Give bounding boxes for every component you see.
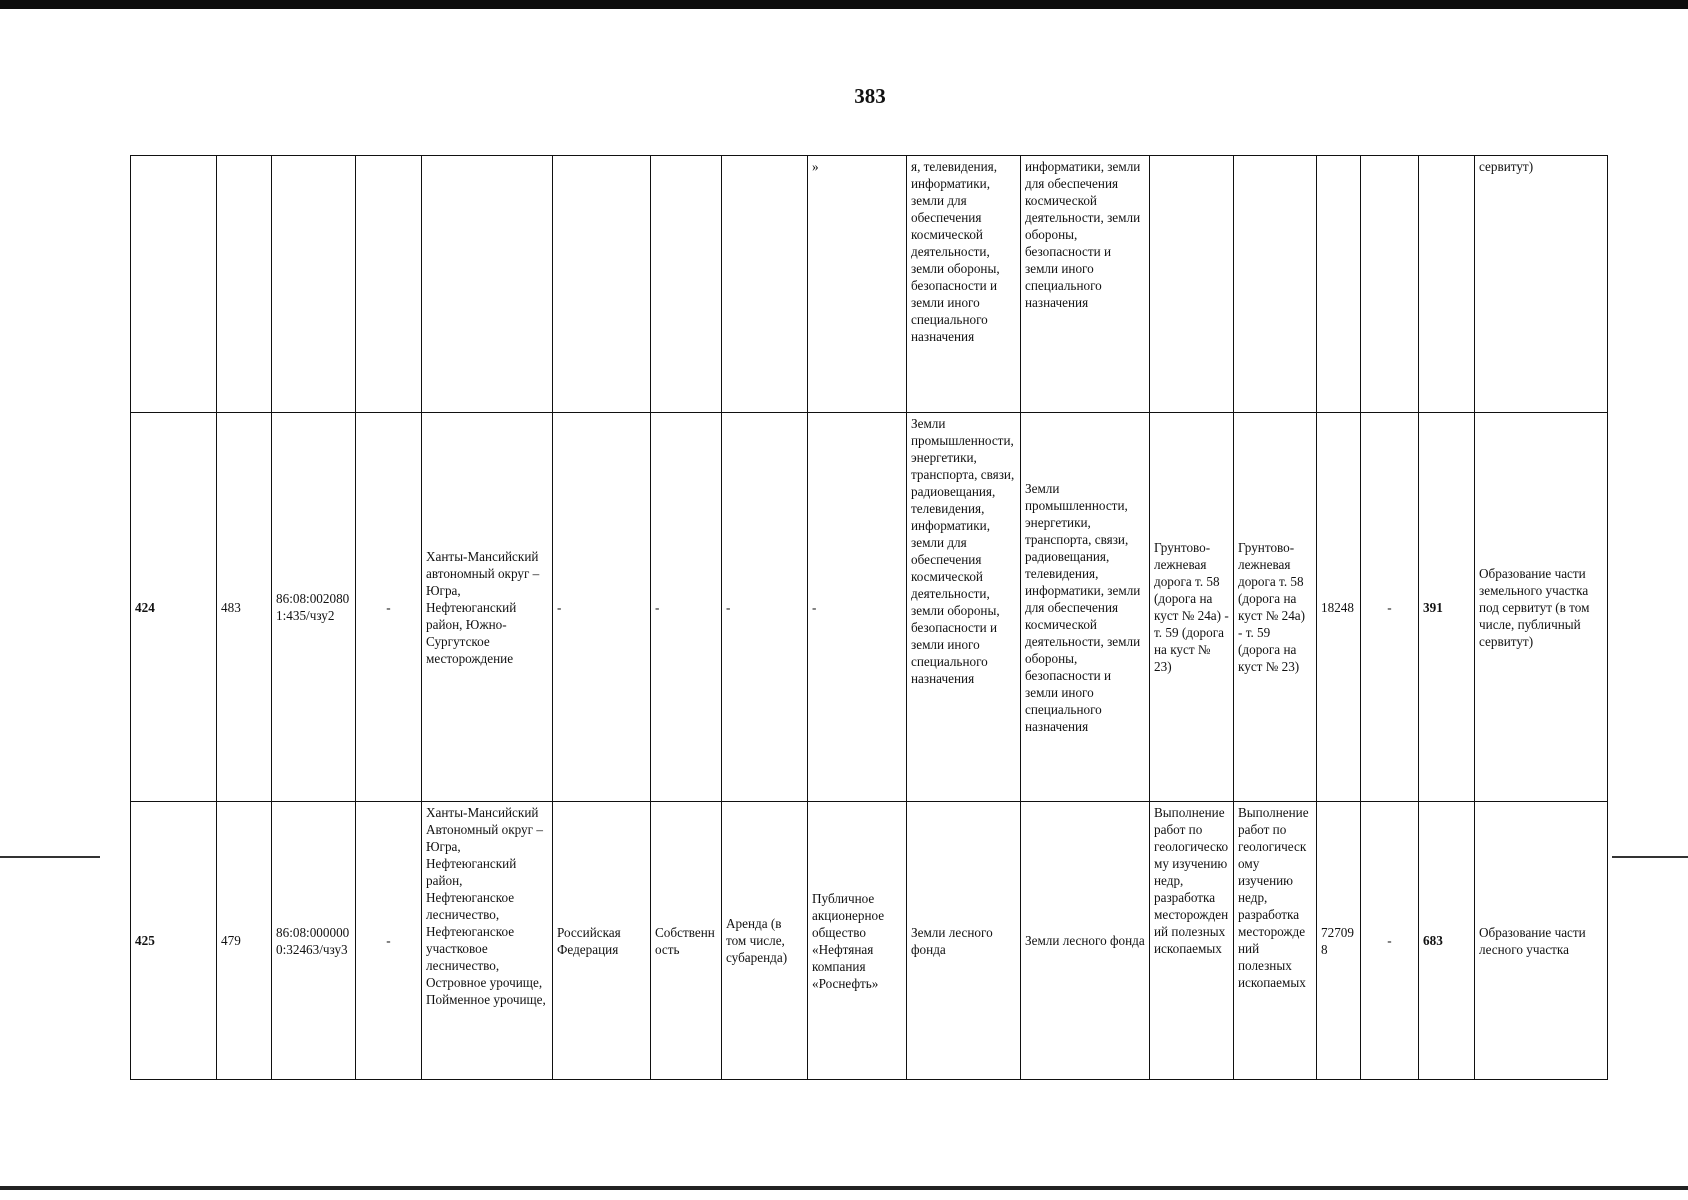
table-cell [272,156,356,413]
table-cell: - [1361,413,1419,802]
table-cell [217,156,272,413]
table-cell: 483 [217,413,272,802]
purpose-cell: Образование части лесного участка [1475,802,1608,1080]
table-cell [553,156,651,413]
table-cell [422,156,553,413]
table-cell: 683 [1419,802,1475,1080]
table-cell: - [722,413,808,802]
table-cell [1317,156,1361,413]
permitted-use-cell: Грунтово-лежневая дорога т. 58 (дорога на куст № 24а) - т. 59 (дорога на куст № 23) [1234,413,1317,802]
table-cell [1419,156,1475,413]
page-number: 383 [854,84,886,108]
permitted-use-cell: Грунтово-лежневая дорога т. 58 (дорога на куст № 24а) - т. 59 (дорога на куст № 23) [1150,413,1234,802]
cadastral-number-cell: 86:08:0000000:32463/чзу3 [272,802,356,1080]
table-row [131,156,1608,413]
table-cell: » [808,156,907,413]
cadastral-number-cell: 86:08:0020801:435/чзу2 [272,413,356,802]
table-cell [1234,156,1317,413]
table-cell: информатики, земли для обеспечения космической деятельности, земли обороны, безопасности и земли иного специального назначения [1021,156,1150,413]
scan-edge-top [0,0,1688,9]
permitted-use-cell: Выполнение работ по геологическому изучению недр, разработка месторождений полезных ископаемых [1234,802,1317,1080]
land-category-cell: Земли лесного фонда [907,802,1021,1080]
table-cell [1361,156,1419,413]
right-type-cell: Собственность [651,802,722,1080]
table-row [131,802,1608,1080]
table-cell [1150,156,1234,413]
table-cell: - [553,413,651,802]
table-cell: - [356,413,422,802]
table-cell: - [808,413,907,802]
table-cell [651,156,722,413]
holder-cell: Публичное акционерное общество «Нефтяная компания «Роснефть» [808,802,907,1080]
table-cell: - [356,802,422,1080]
land-category-cell: Земли промышленности, энергетики, транспорта, связи, радиовещания, телевидения, информатики, земли для обеспечения космической деятельности, земли обороны, безопасности и земли иного специального назначения [1021,413,1150,802]
purpose-cell: Образование части земельного участка под сервитут (в том числе, публичный сервитут) [1475,413,1608,802]
row-number-cell: 424 [131,413,217,802]
table-cell: я, телевидения, информатики, земли для обеспечения космической деятельности, земли обороны, безопасности и земли иного специального назначения [907,156,1021,413]
margin-mark-right [1612,856,1688,858]
land-category-cell: Земли промышленности, энергетики, транспорта, связи, радиовещания, телевидения, информатики, земли для обеспечения космической деятельности, земли обороны, безопасности и земли иного специального назначения [907,413,1021,802]
owner-cell: Российская Федерация [553,802,651,1080]
table-cell [131,156,217,413]
area-cell: 727098 [1317,802,1361,1080]
table-cell: - [1361,802,1419,1080]
table-cell [356,156,422,413]
area-cell: 18248 [1317,413,1361,802]
registry-table [130,155,1608,1080]
table-cell: сервитут) [1475,156,1608,413]
table-cell: - [651,413,722,802]
table-cell: 391 [1419,413,1475,802]
scan-edge-bottom [0,1186,1688,1190]
row-number-cell: 425 [131,802,217,1080]
table-cell: 479 [217,802,272,1080]
land-category-cell: Земли лесного фонда [1021,802,1150,1080]
address-cell: Ханты-Мансийский автономный округ – Югра, Нефтеюганский район, Южно-Сургутское месторождение [422,413,553,802]
table-cell [722,156,808,413]
address-cell: Ханты-Мансийский Автономный округ – Югра, Нефтеюганский район, Нефтеюганское лесничество, Нефтеюганское участковое лесничество, Островное урочище, Пойменное урочище, [422,802,553,1080]
permitted-use-cell: Выполнение работ по геологическому изучению недр, разработка месторождений полезных ископаемых [1150,802,1234,1080]
table-row [131,413,1608,802]
margin-mark-left [0,856,100,858]
encumbrance-cell: Аренда (в том числе, субаренда) [722,802,808,1080]
